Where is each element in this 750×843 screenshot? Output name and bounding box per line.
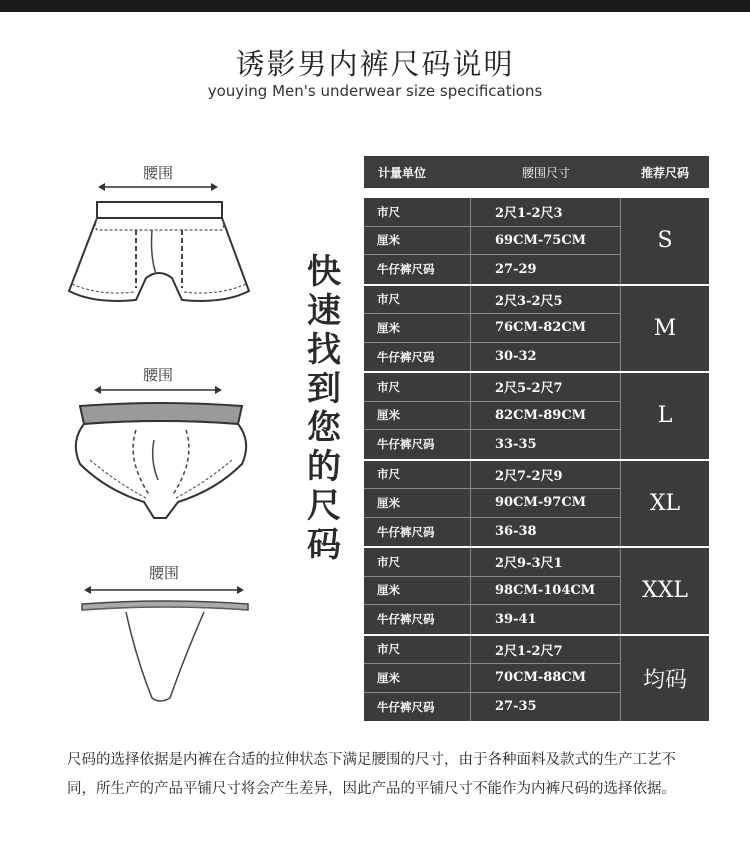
table-row (364, 693, 621, 722)
brief-illustration (66, 400, 256, 529)
value-cell: 98CM-104CM (471, 577, 621, 605)
top-bar (0, 0, 750, 12)
table-row (364, 636, 621, 665)
unit-cell: 厘米 (364, 664, 471, 692)
value-cell: 2尺1-2尺7 (471, 636, 621, 664)
recommended-size: M (653, 315, 677, 341)
unit-cell: 厘米 (364, 489, 471, 517)
size-group-free (364, 636, 709, 724)
slogan-char: 您 (307, 408, 341, 448)
page-title: 诱影男内裤尺码说明 (235, 47, 515, 81)
value-cell: 2尺9-3尺1 (471, 548, 621, 576)
size-table (364, 156, 709, 723)
table-row (364, 227, 621, 256)
waist-label-boxer: 腰围 (142, 164, 173, 182)
unit-cell: 市尺 (364, 636, 471, 664)
recommended-size: XL (649, 490, 681, 516)
waist-arrow-boxer (98, 182, 218, 192)
value-cell: 70CM-88CM (471, 664, 621, 692)
value-cell: 30-32 (471, 343, 621, 372)
value-cell: 2尺7-2尺9 (471, 461, 621, 489)
value-cell: 27-29 (471, 255, 621, 284)
value-cell: 2尺1-2尺3 (471, 198, 621, 226)
value-cell: 90CM-97CM (471, 489, 621, 517)
waist-label-brief: 腰围 (142, 366, 173, 384)
page-subtitle: youying Men's underwear size specifications (207, 82, 543, 100)
slogan-char: 尺 (307, 486, 341, 526)
unit-cell: 市尺 (364, 373, 471, 401)
header-recommend: 推荐尺码 (640, 165, 689, 180)
header-unit: 计量单位 (378, 165, 427, 180)
unit-cell: 厘米 (364, 402, 471, 430)
unit-cell: 市尺 (364, 198, 471, 226)
vertical-slogan (302, 253, 346, 565)
thong-illustration (78, 598, 253, 712)
value-cell: 76CM-82CM (471, 314, 621, 342)
slogan-char: 码 (307, 525, 341, 565)
table-row (364, 664, 621, 693)
table-row (364, 518, 621, 547)
table-row (364, 577, 621, 606)
unit-cell: 厘米 (364, 227, 471, 255)
recommended-size: 均码 (642, 667, 687, 693)
unit-cell: 牛仔裤尺码 (364, 518, 471, 547)
value-cell: 2尺5-2尺7 (471, 373, 621, 401)
unit-cell: 市尺 (364, 548, 471, 576)
value-cell: 36-38 (471, 518, 621, 547)
unit-cell: 牛仔裤尺码 (364, 605, 471, 634)
unit-cell: 牛仔裤尺码 (364, 255, 471, 284)
value-cell: 27-35 (471, 693, 621, 722)
unit-cell: 厘米 (364, 577, 471, 605)
recommended-size: XXL (642, 578, 688, 604)
value-cell: 33-35 (471, 430, 621, 459)
size-group-l (364, 373, 709, 461)
table-row (364, 461, 621, 490)
waist-arrow-brief (94, 385, 222, 395)
slogan-char: 的 (307, 447, 341, 487)
table-row (364, 255, 621, 284)
unit-cell: 牛仔裤尺码 (364, 343, 471, 372)
value-cell: 69CM-75CM (471, 227, 621, 255)
size-group-s (364, 198, 709, 286)
size-table-header (364, 156, 709, 188)
table-row (364, 430, 621, 459)
value-cell: 2尺3-2尺5 (471, 286, 621, 314)
table-row (364, 402, 621, 431)
table-row (364, 286, 621, 315)
table-row (364, 548, 621, 577)
unit-cell: 牛仔裤尺码 (364, 693, 471, 722)
size-note: 尺码的选择依据是内裤在合适的拉伸状态下满足腰围的尺寸，由于各种面料及款式的生产工艺不同，所生产的产品平铺尺寸将会产生差异，因此产品的平铺尺寸不能作为内裤尺码的选择依据。 (67, 752, 676, 797)
slogan-char: 到 (307, 369, 341, 409)
waist-arrow-thong (84, 585, 244, 595)
unit-cell: 市尺 (364, 461, 471, 489)
size-group-xl (364, 461, 709, 549)
table-row (364, 343, 621, 372)
size-group-xxl (364, 548, 709, 636)
recommended-size: L (657, 403, 673, 429)
header-waist: 腰围尺寸 (521, 165, 570, 180)
unit-cell: 牛仔裤尺码 (364, 430, 471, 459)
recommended-size: S (657, 228, 673, 254)
slogan-char: 速 (307, 291, 341, 331)
slogan-char: 快 (307, 252, 341, 292)
table-row (364, 198, 621, 227)
unit-cell: 厘米 (364, 314, 471, 342)
table-row (364, 373, 621, 402)
value-cell: 39-41 (471, 605, 621, 634)
unit-cell: 市尺 (364, 286, 471, 314)
table-row (364, 489, 621, 518)
slogan-char: 找 (307, 330, 341, 370)
size-group-m (364, 286, 709, 374)
value-cell: 82CM-89CM (471, 402, 621, 430)
waist-label-thong: 腰围 (148, 564, 179, 582)
boxer-brief-illustration (64, 196, 254, 325)
table-row (364, 605, 621, 634)
table-row (364, 314, 621, 343)
